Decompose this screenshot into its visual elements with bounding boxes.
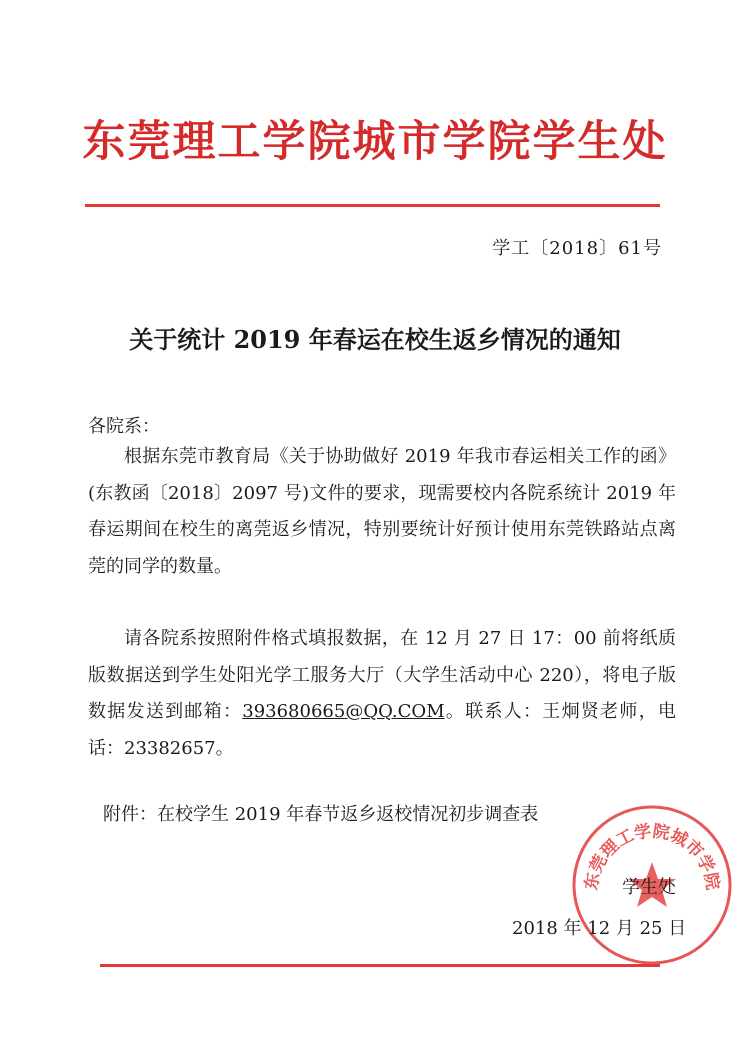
contact-email: 393680665@QQ.COM xyxy=(242,701,445,722)
document-number: 学工〔2018〕61号 xyxy=(492,238,662,259)
footer-red-rule xyxy=(100,964,660,967)
signature-date: 2018 年 12 月 25 日 xyxy=(512,918,687,939)
seal-text: 东莞理工学院城市学院 xyxy=(581,821,723,892)
body-paragraph-1: 根据东莞市教育局《关于协助做好 2019 年我市春运相关工作的函》(东教函〔2018〕2097 号)文件的要求，现需要校内各院系统计 2019 年春运期间在校生的离莞返乡情况，特别要统计好预计使用东莞铁路站点离莞的同学的数量。 xyxy=(88,446,676,577)
letterhead-org-name: 东莞理工学院城市学院学生处 xyxy=(82,117,668,167)
paragraph-2-text: 请各院系按照附件格式填报数据，在 12 月 27 日 17：00 前将纸质版数据送到学生处阳光学工服务大厅（大学生活动中心 220），将电子版数据发送到邮箱： xyxy=(88,628,676,722)
notice-title: 关于统计 2019 年春运在校生返乡情况的通知 xyxy=(129,325,621,354)
paragraph-2-contact: 。联系人：王炯贤老师，电话：23382657。 xyxy=(88,701,676,759)
attachment-line: 附件：在校学生 2019 年春节返乡返校情况初步调查表 xyxy=(103,804,539,825)
letterhead-red-rule xyxy=(85,204,660,207)
salutation: 各院系： xyxy=(88,416,160,437)
signature-unit: 学生处 xyxy=(622,877,676,898)
body-paragraph-2 xyxy=(88,621,676,767)
